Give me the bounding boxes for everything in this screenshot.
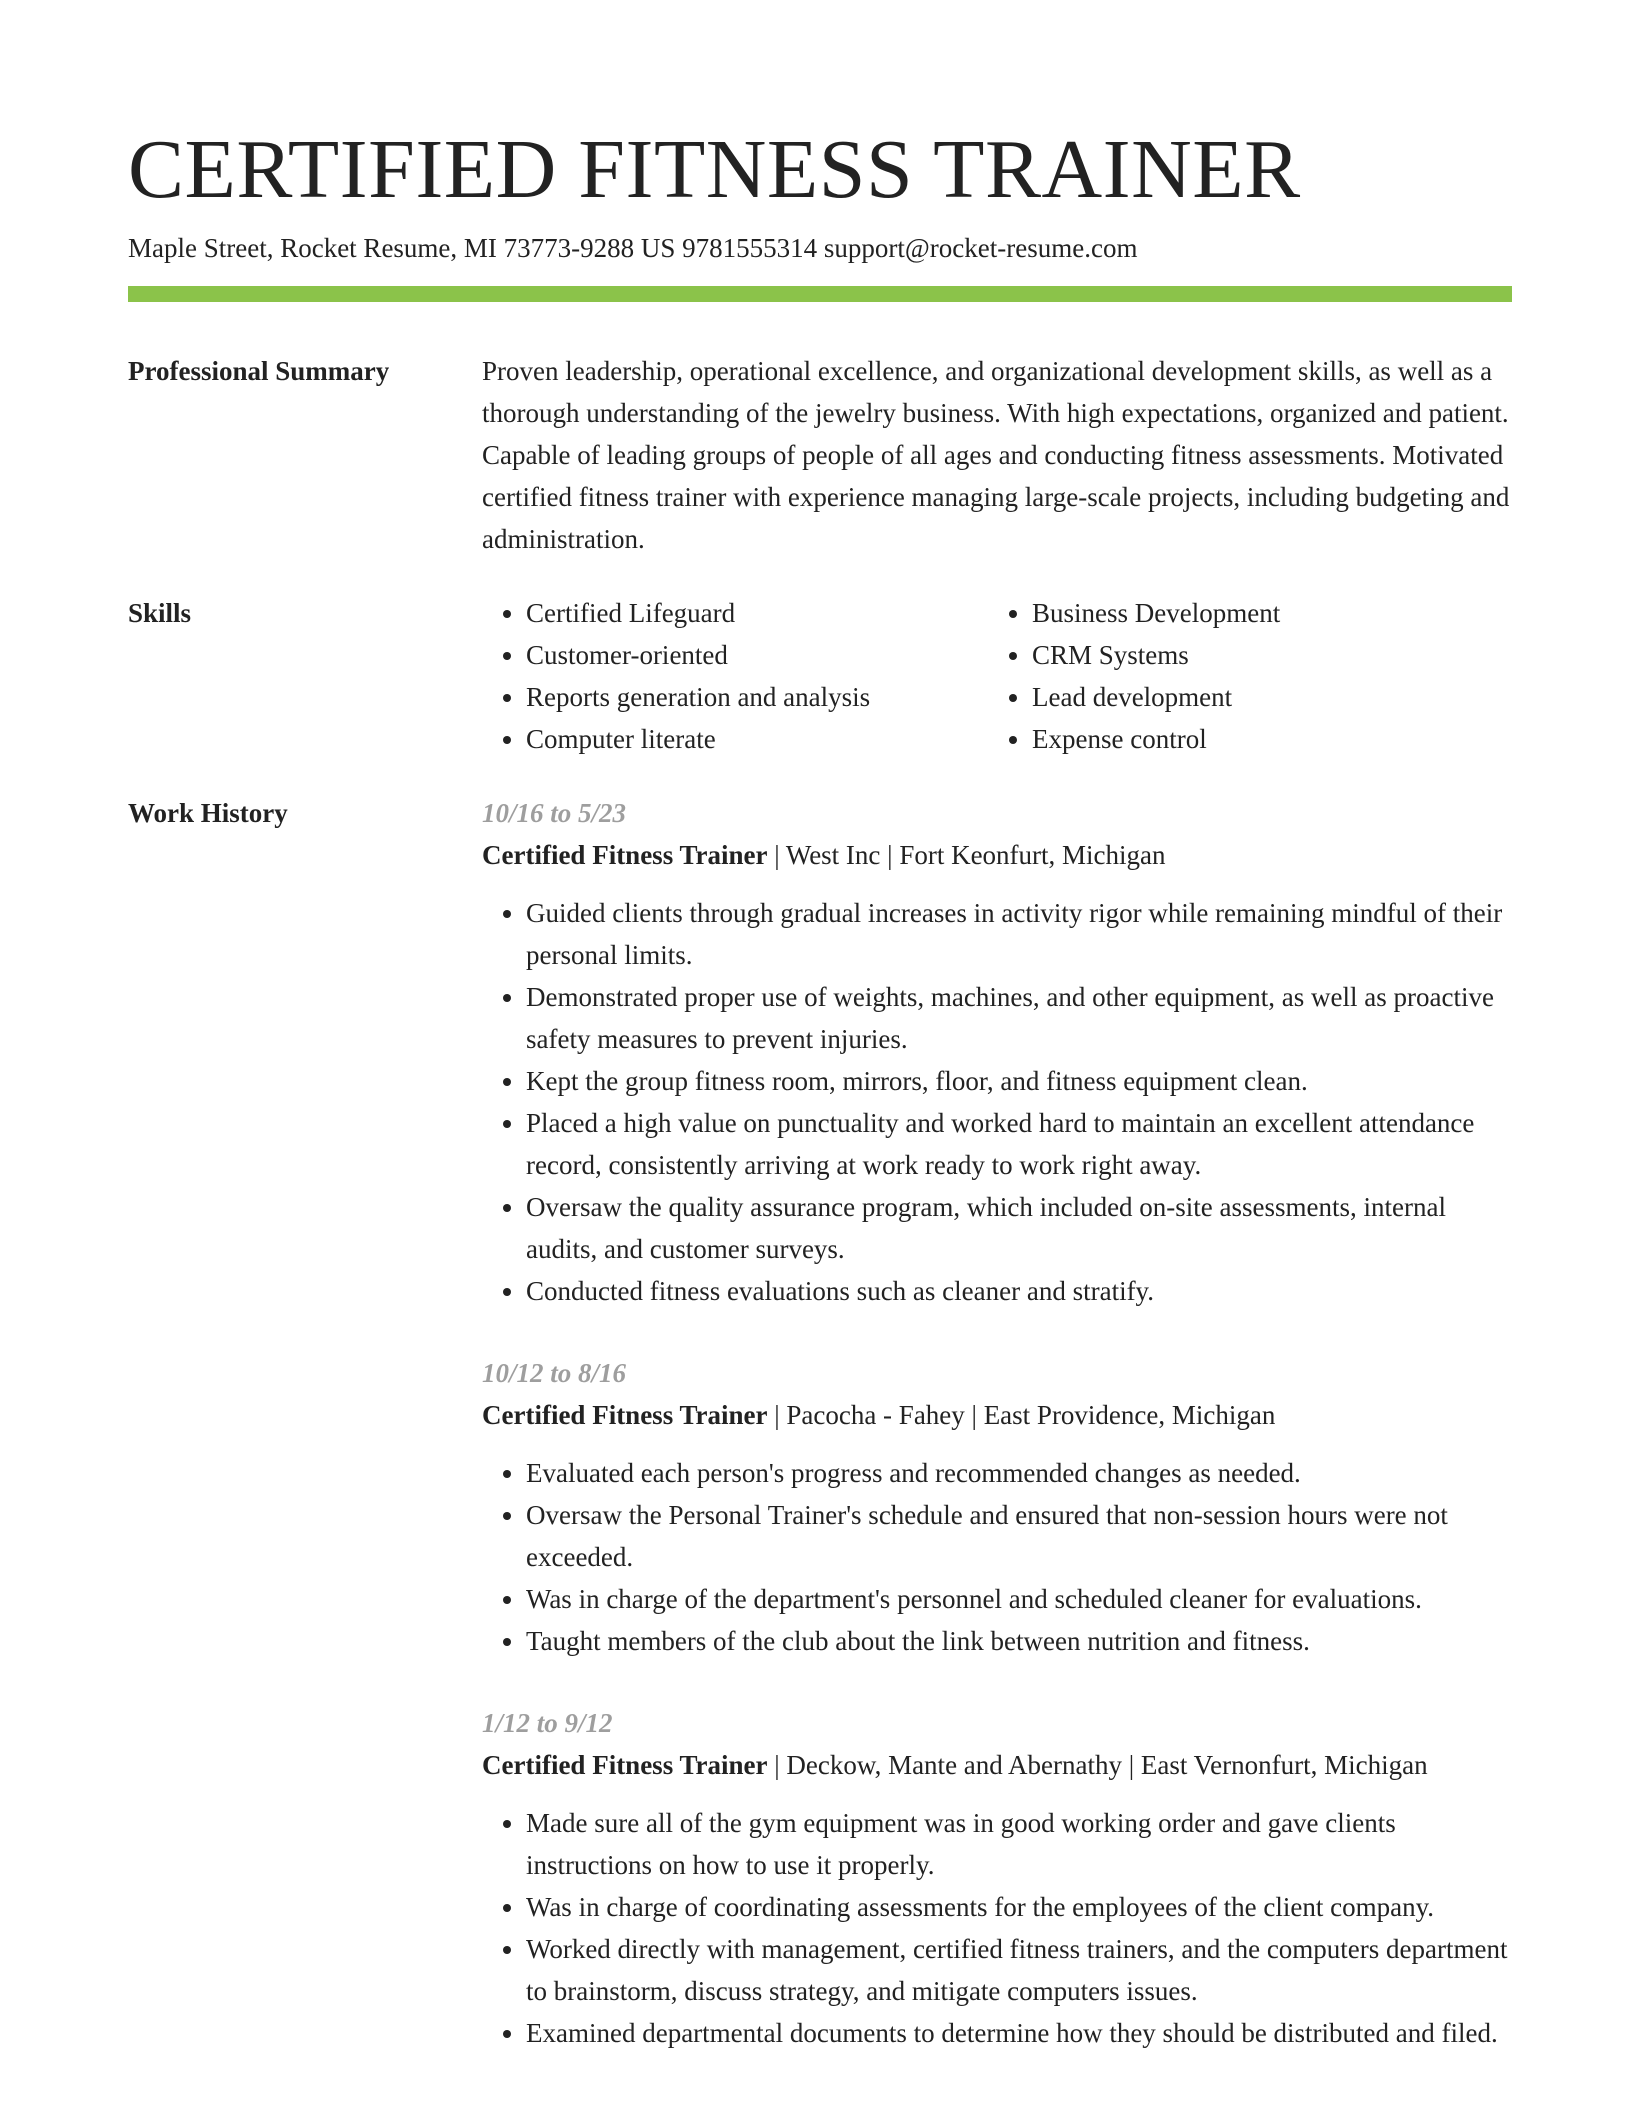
- job-bullet: • Conducted fitness evaluations such as cleaner and stratify.: [526, 1270, 1512, 1312]
- job-bullet: • Was in charge of the department's personnel and scheduled cleaner for evaluations.: [526, 1578, 1512, 1620]
- work-history-section: [128, 792, 1512, 2094]
- job-employer-location: | Pacocha - Fahey | East Providence, Michigan: [767, 1400, 1276, 1430]
- job-bullet: • Kept the group fitness room, mirrors, floor, and fitness equipment clean.: [526, 1060, 1512, 1102]
- skill-item: • Expense control: [1032, 718, 1494, 760]
- job-heading: [482, 1394, 1512, 1436]
- professional-summary-section: [128, 350, 1512, 560]
- skills-column-1: [482, 592, 988, 760]
- skill-item: • Reports generation and analysis: [526, 676, 988, 718]
- contact-line: Maple Street, Rocket Resume, MI 73773-9288 US 9781555314 support@rocket-resume.com: [128, 233, 1138, 263]
- job-title: Certified Fitness Trainer: [482, 1750, 768, 1780]
- job-bullet: • Guided clients through gradual increases in activity rigor while remaining mindful of their personal limits.: [526, 892, 1512, 976]
- skill-item: • Computer literate: [526, 718, 988, 760]
- summary-body: [482, 350, 1512, 560]
- job-employer-location: | Deckow, Mante and Abernathy | East Vernonfurt, Michigan: [767, 1750, 1428, 1780]
- job-bullets: [482, 1452, 1512, 1662]
- job-entry: [482, 1702, 1512, 2054]
- job-bullet: • Placed a high value on punctuality and worked hard to maintain an excellent attendance record, consistently arriving at work ready to work right away.: [526, 1102, 1512, 1186]
- skill-item: • Lead development: [1032, 676, 1494, 718]
- skills-section: [128, 592, 1512, 760]
- job-bullet: • Examined departmental documents to determine how they should be distributed and filed.: [526, 2012, 1512, 2054]
- job-dates: 1/12 to 9/12: [482, 1708, 613, 1738]
- job-bullet: • Oversaw the quality assurance program, which included on-site assessments, internal audits, and customer surveys.: [526, 1186, 1512, 1270]
- skills-column-2: [988, 592, 1494, 760]
- section-label-skills: Skills: [128, 598, 192, 628]
- skill-item: • Certified Lifeguard: [526, 592, 988, 634]
- skills-columns: [482, 592, 1512, 760]
- job-bullet: • Evaluated each person's progress and recommended changes as needed.: [526, 1452, 1512, 1494]
- accent-divider: [128, 286, 1512, 302]
- job-title: Certified Fitness Trainer: [482, 840, 768, 870]
- job-bullet: • Demonstrated proper use of weights, machines, and other equipment, as well as proactive safety measures to prevent injuries.: [526, 976, 1512, 1060]
- skill-item: • Customer-oriented: [526, 634, 988, 676]
- section-label-summary: Professional Summary: [128, 356, 390, 386]
- job-heading: [482, 1744, 1512, 1786]
- skill-item: • CRM Systems: [1032, 634, 1494, 676]
- job-entry: [482, 792, 1512, 1312]
- section-label-work: Work History: [128, 798, 288, 828]
- job-bullet: • Made sure all of the gym equipment was in good working order and gave clients instructions on how to use it properly.: [526, 1802, 1512, 1886]
- job-employer-location: | West Inc | Fort Keonfurt, Michigan: [767, 840, 1166, 870]
- job-bullet: • Oversaw the Personal Trainer's schedule and ensured that non-session hours were not exceeded.: [526, 1494, 1512, 1578]
- job-title: Certified Fitness Trainer: [482, 1400, 768, 1430]
- job-bullets: [482, 892, 1512, 1312]
- resume-page: [128, 0, 1512, 2094]
- resume-name: CERTIFIED FITNESS TRAINER: [128, 123, 1301, 216]
- job-bullets: [482, 1802, 1512, 2054]
- job-heading: [482, 834, 1512, 876]
- job-bullet: • Was in charge of coordinating assessments for the employees of the client company.: [526, 1886, 1512, 1928]
- job-bullet: • Worked directly with management, certified fitness trainers, and the computers department to brainstorm, discuss strategy, and mitigate computers issues.: [526, 1928, 1512, 2012]
- job-entry: [482, 1352, 1512, 1662]
- summary-text: Proven leadership, operational excellence, and organizational development skills, as well as a thorough understanding of the jewelry business. With high expectations, organized and patient. Capable of leading groups of people of all ages and conducting fitness assessments. Motivated certified fitness trainer with experience managing large-scale projects, including budgeting and administration.: [482, 356, 1510, 554]
- job-dates: 10/12 to 8/16: [482, 1358, 627, 1388]
- skill-item: • Business Development: [1032, 592, 1494, 634]
- job-bullet: • Taught members of the club about the link between nutrition and fitness.: [526, 1620, 1512, 1662]
- job-dates: 10/16 to 5/23: [482, 798, 627, 828]
- work-history-body: [482, 792, 1512, 2094]
